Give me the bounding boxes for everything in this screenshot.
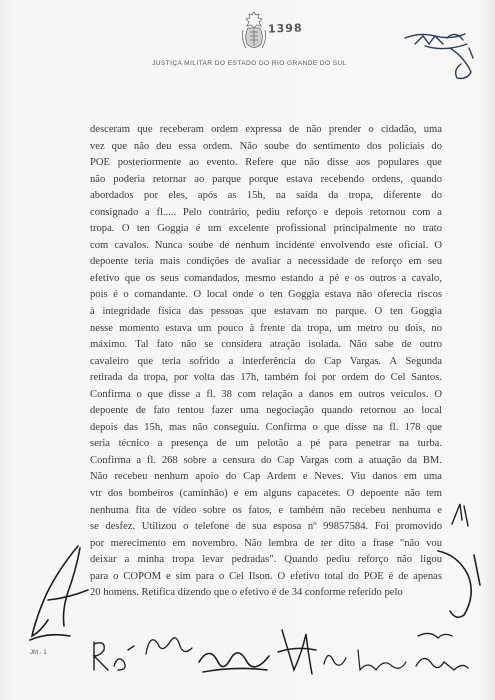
text-line: pois é o comandante. O local onde o ten Goggia estava não oferecia riscos (90, 289, 442, 301)
text-line: desceram que receberam ordem expressa de não prender o cidadão, uma (90, 124, 442, 135)
text-line: deixar a minha tropa levar pedradas". Quando pediu reforço não ligou (90, 554, 442, 566)
text-line: à integridade física das pessoas que estavam no parque. O ten Goggia (90, 306, 442, 318)
text-line: nenhuma fita de vídeo sobre os fatos, e também não recebeu nenhuma e (90, 504, 442, 516)
stamp-number: 1398 (267, 21, 303, 36)
text-line: abordados por eles, após as 15h, na saída da tropa, diferente do (90, 190, 442, 202)
text-line: depois das 15h, mas não conseguiu. Confirma o que disse na fl. 178 que (90, 421, 442, 433)
testimony-text (90, 122, 442, 602)
text-line: retirada da tropa, por volta das 17h, também foi por ordem do Cel Santos. (90, 372, 442, 384)
text-line: efetivo que os seus comandados, mesmo estando a pé e os outros a cavalo, (90, 272, 442, 284)
signature-small-loop (140, 624, 200, 664)
text-line: por merecimento em novembro. Não lembra de ter dito a frase "não vou (90, 537, 442, 549)
text-line: para o COPOM e sim para o Cel Ilson. O efetivo total do POE é de apenas (90, 570, 442, 582)
signature-right-cursive (320, 640, 410, 680)
pen-scribble-stamp (395, 18, 480, 88)
text-line: não poderia retornar ao parque porque estava recebendo ordens, quando (90, 173, 442, 185)
text-line: com cavalos. Nunca soube de nenhum incidente envolvendo este oficial. O (90, 239, 442, 251)
signature-center (195, 640, 275, 680)
text-line: consignado a fl..... Pelo contrário, pediu reforço e depois retornou com a (90, 206, 442, 218)
text-line: tropa. O ten Goggia é um excelente profissional principalmente no trato (90, 223, 442, 235)
coat-of-arms-icon (240, 10, 268, 54)
text-line: vtr dos bombeiros (caminhão) e em alguns capacetes. O depoente não tem (90, 488, 442, 500)
text-line: Não recebeu nenhum apoio do Cap Ardem e Neves. Viu danos em uma (90, 471, 442, 483)
text-line: máximo. Tal fato não se considera atração isolada. Não sabe de outro (90, 339, 442, 351)
text-line: seria técnico a presença de um pelotão a pé para penetrar na turba. (90, 438, 442, 450)
text-line: cavaleiro que teria sofrido a interferência do Cap Vargas. A Segunda (90, 355, 442, 367)
text-line: Confirma a fl. 268 sobre a censura do Cap Vargas com a atuação da BM. (90, 454, 442, 466)
page-marker: JM - 1 (30, 650, 47, 656)
text-line: se desfez. Utilizou o telefone de sua esposa nº 99857584. Foi promovido (90, 521, 442, 533)
signature-rp (88, 636, 138, 676)
text-line: 20 homens. Retifica dizendo que o efetivo é de 34 conforme referido pelo (90, 587, 403, 599)
text-line: Confirma o que disse a fl. 38 com relação a danos em outros veículos. O (90, 388, 442, 400)
margin-initials (448, 500, 476, 530)
signature-vertical (272, 622, 320, 682)
document-header: JUSTIÇA MILITAR DO ESTADO DO RIO GRANDE DO SUL (152, 60, 347, 67)
text-line: vez que não deu essa ordem. Não soube do sentimento dos policiais do (90, 140, 442, 152)
text-line: nesse momento estava um pouco à frente da tropa, um metro ou dois, no (90, 322, 442, 334)
text-line: POE posteriormente ao evento. Refere que não disse aos populares que (90, 157, 442, 169)
text-line: depoente teria mais condições de avaliar a necessidade de reforço em seu (90, 256, 442, 268)
signature-far-right (410, 626, 472, 682)
text-line: depoente de fato tentou fazer uma negociação quando retornou ao local (90, 405, 442, 417)
